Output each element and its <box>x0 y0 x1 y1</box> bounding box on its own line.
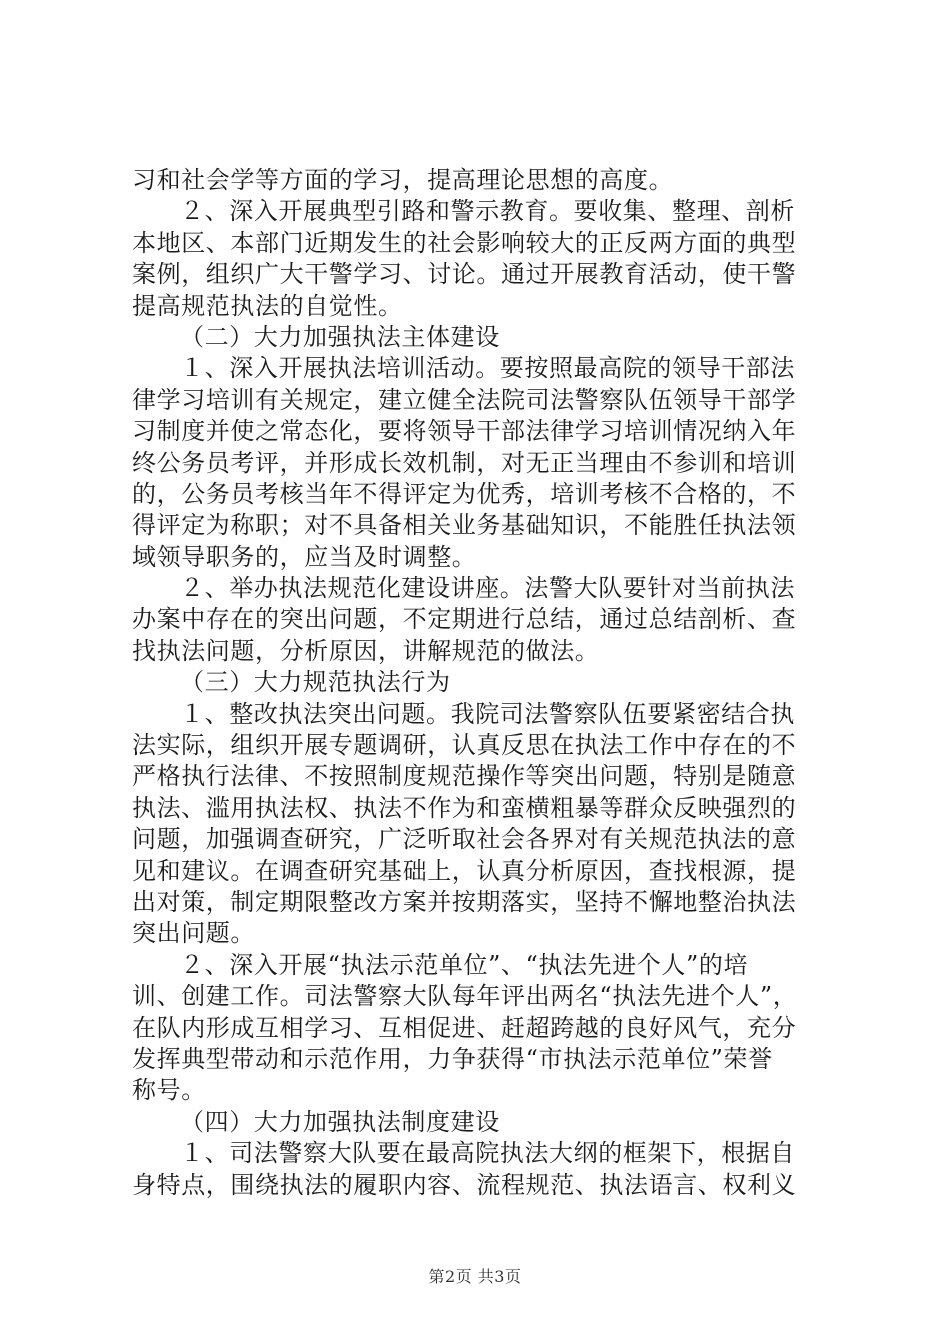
text-line: 找执法问题，分析原因，讲解规范的做法。 <box>132 636 600 665</box>
text-line: １、深入开展执法培训活动。要按照最高院的领导干部法 <box>180 354 795 383</box>
text-line: 发挥典型带动和示范作用，力争获得“市执法示范单位”荣誉 <box>132 1044 773 1073</box>
text-line: （四）大力加强执法制度建设 <box>180 1107 500 1136</box>
text-line: （二）大力加强执法主体建设 <box>180 322 500 351</box>
text-line: 突出问题。 <box>132 919 255 948</box>
text-line: 出对策，制定期限整改方案并按期落实，坚持不懈地整治执法 <box>132 887 797 916</box>
text-line: 执法、滥用执法权、执法不作为和蛮横粗暴等群众反映强烈的 <box>132 793 797 822</box>
text-line: 见和建议。在调查研究基础上，认真分析原因，查找根源，提 <box>132 856 797 885</box>
text-line: 习和社会学等方面的学习，提高理论思想的高度。 <box>132 166 674 194</box>
text-line: ２、举办执法规范化建设讲座。法警大队要针对当前执法 <box>180 574 795 603</box>
text-line: 在队内形成互相学习、互相促进、赶超跨越的良好风气，充分 <box>132 1013 797 1042</box>
text-line: 本地区、本部门近期发生的社会影响较大的正反两方面的典型 <box>132 228 797 257</box>
text-line: 身特点，围绕执法的履职内容、流程规范、执法语言、权利义 <box>132 1170 797 1199</box>
text-line: 训、创建工作。司法警察大队每年评出两名“执法先进个人”， <box>132 982 798 1011</box>
text-line: １、司法警察大队要在最高院执法大纲的框架下，根据自 <box>180 1139 795 1168</box>
text-line: １、整改执法突出问题。我院司法警察队伍要紧密结合执 <box>180 699 795 728</box>
text-line: 法实际，组织开展专题调研，认真反思在执法工作中存在的不 <box>132 731 797 760</box>
text-line: 问题，加强调查研究，广泛听取社会各界对有关规范执法的意 <box>132 825 797 854</box>
text-line: 律学习培训有关规定，建立健全法院司法警察队伍领导干部学 <box>132 385 797 414</box>
text-line: （三）大力规范执法行为 <box>180 668 451 697</box>
page-footer: 第2页 共3页 <box>428 1267 522 1286</box>
text-line: 域领导职务的，应当及时调整。 <box>132 542 477 571</box>
text-line: 办案中存在的突出问题，不定期进行总结，通过总结剖析、查 <box>132 605 797 634</box>
text-line: 得评定为称职；对不具备相关业务基础知识，不能胜任执法领 <box>132 511 797 540</box>
text-line: 提高规范执法的自觉性。 <box>132 291 403 320</box>
text-line: 习制度并使之常态化，要将领导干部法律学习培训情况纳入年 <box>132 417 797 446</box>
text-line: 称号。 <box>132 1076 206 1105</box>
text-line: ２、深入开展典型引路和警示教育。要收集、整理、剖析 <box>180 197 795 226</box>
text-line: ２、深入开展“执法示范单位”、“执法先进个人”的培 <box>180 950 749 979</box>
text-line: 案例，组织广大干警学习、讨论。通过开展教育活动，使干警 <box>132 260 797 289</box>
text-line: 终公务员考评，并形成长效机制，对无正当理由不参训和培训 <box>132 448 797 477</box>
text-line: 的，公务员考核当年不得评定为优秀，培训考核不合格的，不 <box>132 479 797 508</box>
document-body <box>132 165 822 1201</box>
text-line: 严格执行法律、不按照制度规范操作等突出问题，特别是随意 <box>132 762 797 791</box>
